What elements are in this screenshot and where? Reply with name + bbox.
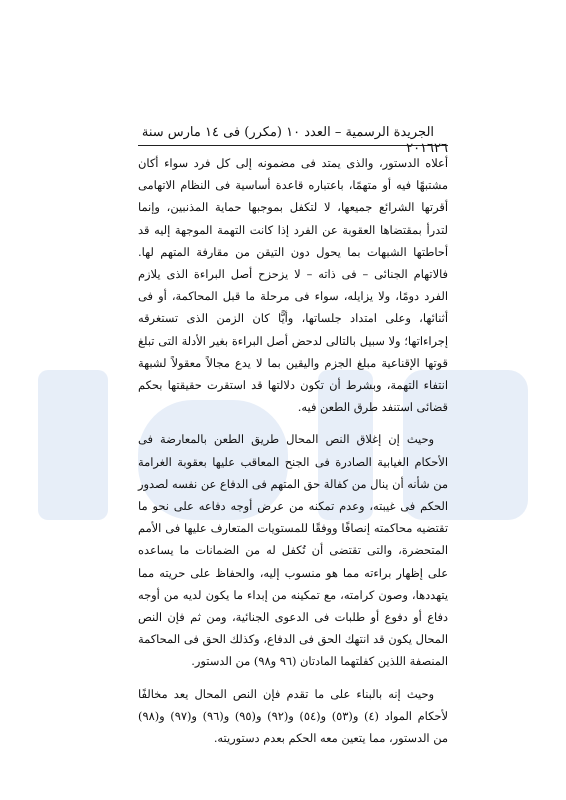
paragraph: أعلاه الدستور، والذى يمتد فى مضمونه إلى كل فرد سواء أكان مشتبهًا فيه أو متهمًا، باعتباره قاعدة أساسية فى النظام الاتهامى أقرتها الشرائع جميعها، لا لتكفل بموجبها حماية المذنبين، وإنما لتدرأ بمقتضاها العقوبة عن الفرد إذا كانت التهمة الموجهة إليه قد أحاطتها الشبهات بما يحول دون التيقن من مقارفة المتهم لها. فالاتهام الجنائى – فى ذاته – لا يزحزح أصل البراءة الذى يلازم الفرد دومًا، ولا يزايله، سواء فى مرحلة ما قبل المحاكمة، أو فى أثنائها، وعلى امتداد جلساتها، وأيًّا كان الزمن الذى تستغرقه إجراءاتها؛ ولا سبيل بالتالى لدحض أصل البراءة بغير الأدلة التى تبلغ قوتها الإقناعية مبلغ الجزم واليقين بما لا يدع مجالاً معقولاً لشبهة انتفاء التهمة، وبشرط أن تكون دلالتها قد استقرت حقيقتها بحكم قضائى استنفد طرق الطعن فيه. bbox=[138, 156, 448, 415]
header-divider bbox=[138, 145, 448, 146]
header-title: الجريدة الرسمية – العدد ١٠ (مكرر) فى ١٤ مارس سنة ٢٠١٦ bbox=[141, 125, 435, 156]
paragraph: وحيث إنه بالبناء على ما تقدم فإن النص المحال يعد مخالفًا لأحكام المواد (٤) و(٥٣) و(٥٤) و(٩٢) و(٩٥) و(٩٦) و(٩٧) و(٩٨) من الدستور، مما يتعين معه الحكم بعدم دستوريته. bbox=[138, 686, 448, 746]
page-number: ٢٦ bbox=[434, 141, 448, 156]
paragraph: وحيث إن إغلاق النص المحال طريق الطعن بالمعارضة فى الأحكام الغيابية الصادرة فى الجنح المعاقب عليها بعقوبة الغرامة من شأنه أن ينال من كفالة حق المتهم فى الدفاع عن نفسه لصدور الحكم فى غيبته، وعدم تمكنه من عرض أوجه دفاعه على نحو ما تقتضيه محاكمته إنصافًا ووفقًا للمستويات المتعارف عليها فى الأمم المتحضرة، والتى تقتضى أن تُكفل له من الضمانات ما يساعده على إظهار براءته مما هو منسوب إليه، والحفاظ على حريته مما يتهددها، وصون كرامته، مع تمكينه من إبداء ما يكون لديه من أوجه دفاع أو دفوع أو طلبات فى الدعوى الجنائية، ومن ثم فإن النص المحال يكون قد انتهك الحق فى الدفاع، وكذلك الحق فى المحاكمة المنصفة اللذين كفلتهما المادتان (٩٦ و٩٨) من الدستور. bbox=[138, 432, 448, 669]
document-body bbox=[138, 152, 448, 759]
